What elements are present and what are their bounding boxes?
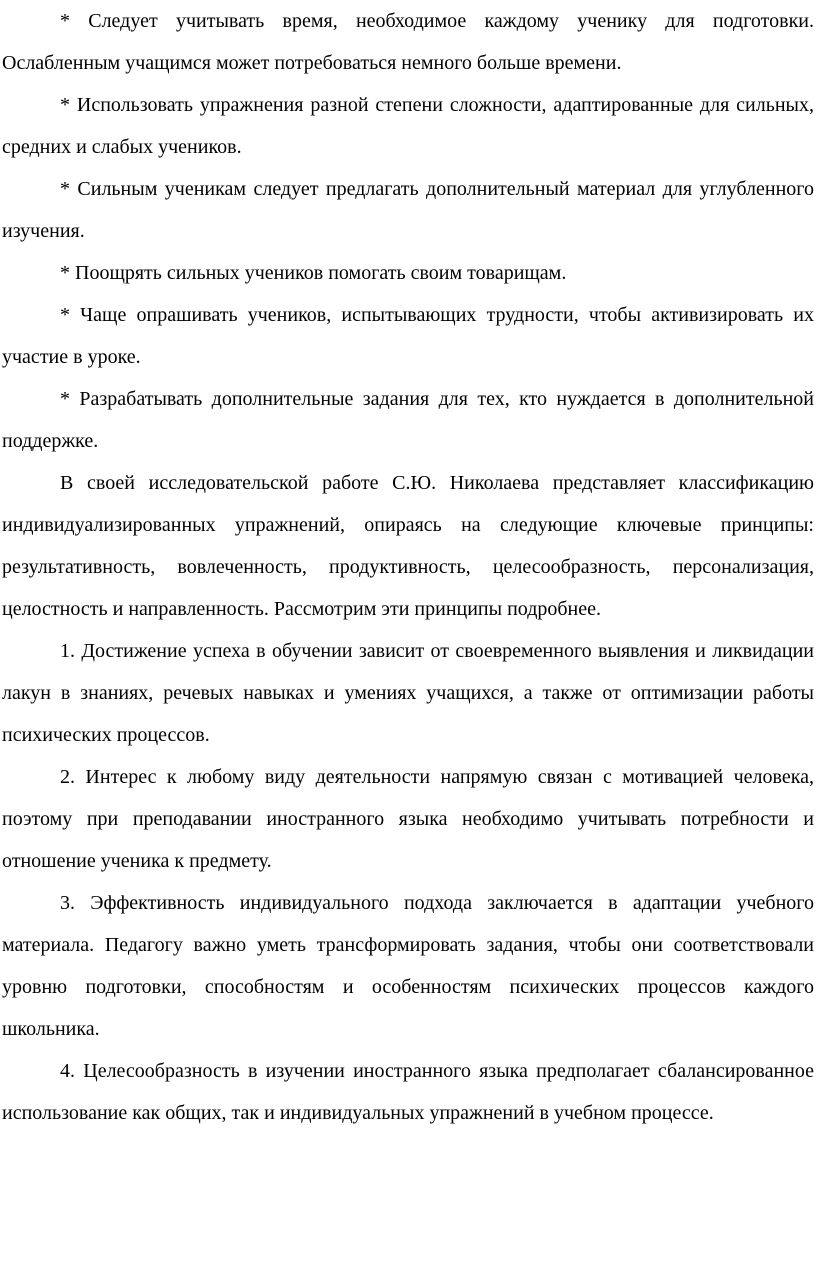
paragraph-additional-material: * Сильным ученикам следует предлагать дополнительный материал для углубленного изучения. [2,178,814,242]
paragraph-time-preparation: * Следует учитывать время, необходимое каждому ученику для подготовки. Ослабленным учащимся может потребоваться немного больше времени. [2,10,814,74]
paragraph-question-struggling: * Чаще опрашивать учеников, испытывающих трудности, чтобы активизировать их участие в уроке. [2,304,814,368]
paragraph-principle-3: 3. Эффективность индивидуального подхода заключается в адаптации учебного материала. Педагогу важно уметь трансформировать задания, чтобы они соответствовали уровню подготовки, способностям и особенностям психических процессов каждого школьника. [2,892,814,1040]
paragraph-nikolaeva-classification: В своей исследовательской работе С.Ю. Николаева представляет классификацию индивидуализированных упражнений, опираясь на следующие ключевые принципы: результативность, вовлеченность, продуктивность, целесообразность, персонализация, целостность и направленность. Рассмотрим эти принципы подробнее. [2,472,814,620]
paragraph-exercise-difficulty: * Использовать упражнения разной степени сложности, адаптированные для сильных, средних и слабых учеников. [2,94,814,158]
paragraph-principle-1: 1. Достижение успеха в обучении зависит от своевременного выявления и ликвидации лакун в знаниях, речевых навыках и умениях учащихся, а также от оптимизации работы психических процессов. [2,640,814,746]
paragraph-principle-4: 4. Целесообразность в изучении иностранного языка предполагает сбалансированное использование как общих, так и индивидуальных упражнений в учебном процессе. [2,1060,814,1124]
paragraph-encourage-strong: * Поощрять сильных учеников помогать своим товарищам. [60,262,567,284]
paragraph-extra-tasks: * Разрабатывать дополнительные задания для тех, кто нуждается в дополнительной поддержке. [2,388,814,452]
paragraph-principle-2: 2. Интерес к любому виду деятельности напрямую связан с мотивацией человека, поэтому при преподавании иностранного языка необходимо учитывать потребности и отношение ученика к предмету. [2,766,814,872]
